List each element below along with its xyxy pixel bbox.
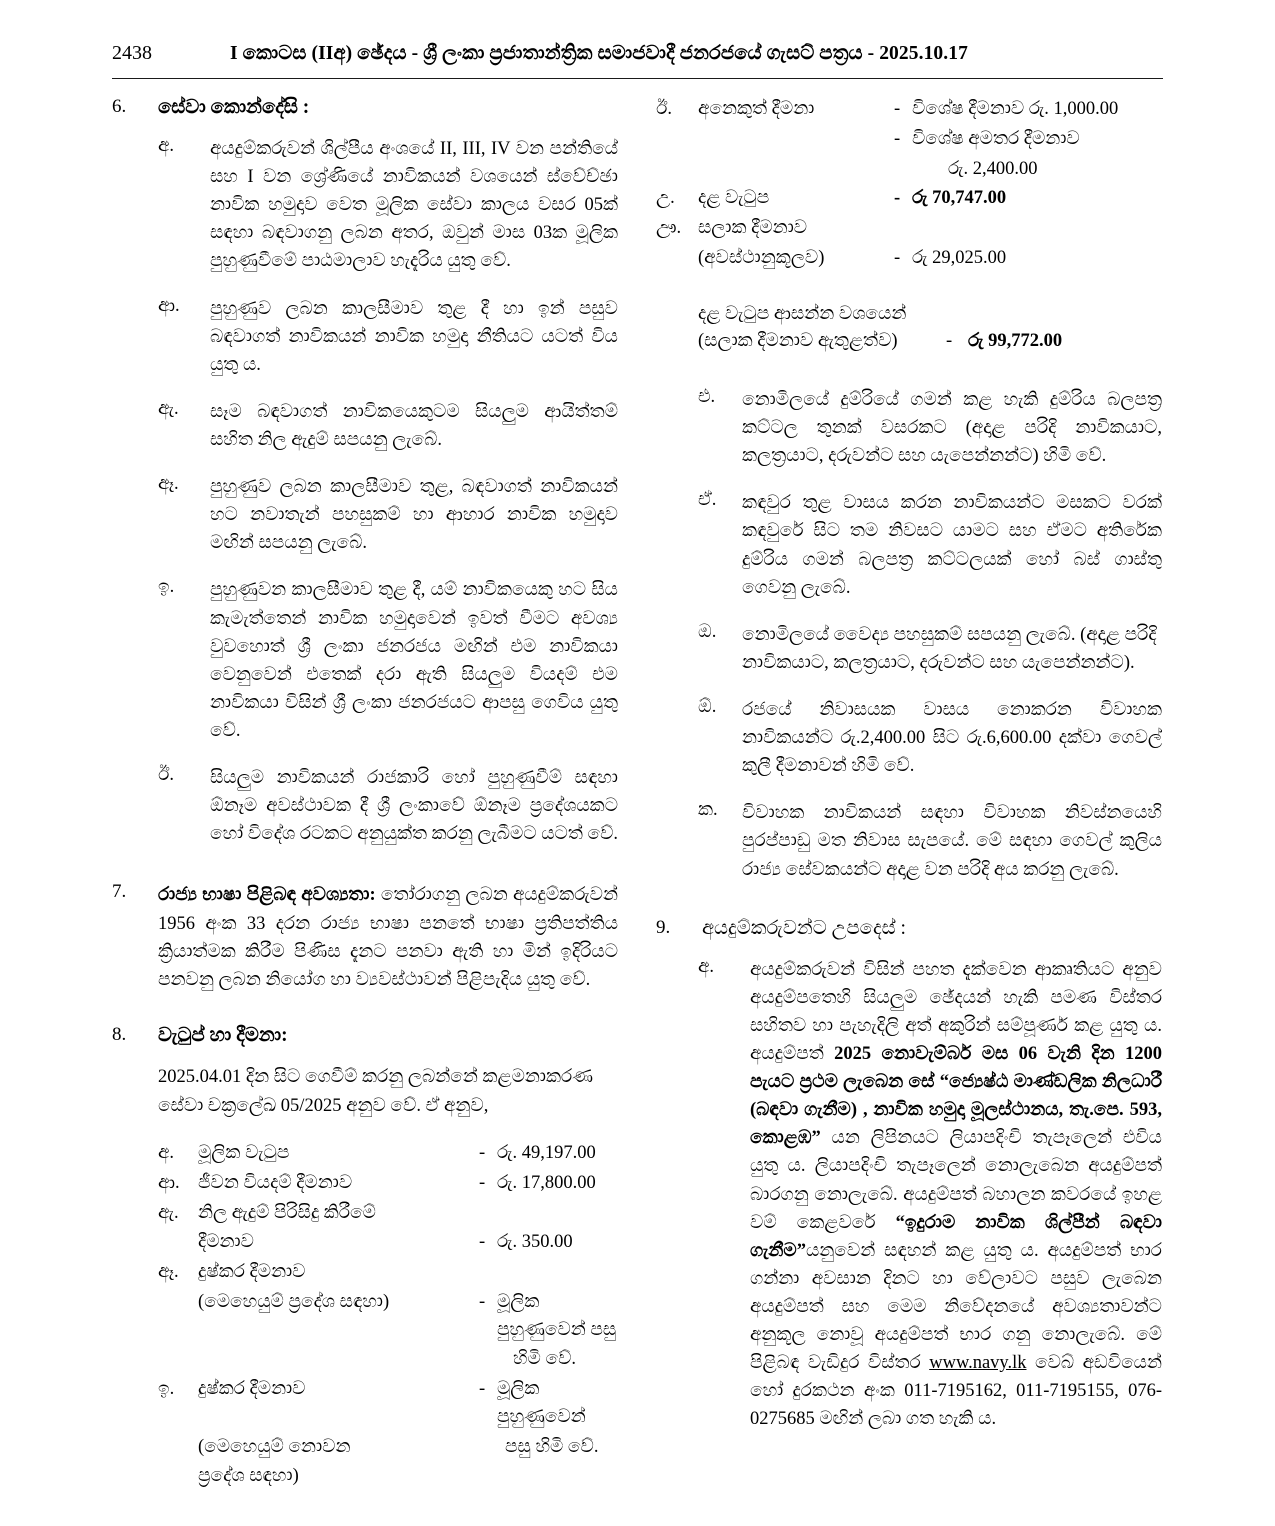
list-item-letter: ඈ. [158, 474, 179, 495]
row-value [497, 1463, 618, 1491]
clause-9-title: අයදුම්කරුවන්ට උපදෙස් : [702, 917, 906, 939]
row-dash [894, 156, 912, 184]
list-item-text: නොමිලයේ වෛද්‍ය පහසුකම් සපයනු ලැබේ. (අදාළ පරිදි නාවිකයාට, කලත්‍රයාට, දරුවන්ට සහ යැපෙන්නන්ට). [742, 624, 1157, 673]
table-row [158, 1140, 618, 1168]
page-header [112, 42, 1162, 72]
list-item [158, 295, 618, 379]
list-item-text: රජයේ නිවාසයක වාසය නොකරන විවාහක නාවිකයන්ට රු.2,400.00 සිට රු.6,600.00 දක්වා ගෙවල් කුලී දීමනාවන් හිමි වේ. [742, 699, 1162, 777]
row-letter [158, 1289, 198, 1345]
row-label: සලාක දීමනාව [698, 218, 808, 238]
row-value: මූලික පුහුණුවෙන් පසු [497, 1291, 617, 1340]
row-label: දීමනාව [198, 1232, 254, 1253]
clause-9-para-4: වෙබ් අඩවියෙන් හෝ දුරකථන අංක 011-7195162, 011-7195155, 076-0275685 මඟින් ලබා ගත හැකි ය. [750, 1353, 1162, 1430]
row-dash: - [479, 1291, 486, 1312]
table-row [158, 1376, 618, 1432]
row-letter: අ. [158, 1143, 175, 1164]
row-letter [158, 1346, 198, 1374]
list-item [698, 489, 1162, 601]
list-item-letter: ඇ. [158, 398, 179, 419]
table-row [656, 185, 1162, 213]
row-dash: - [479, 1143, 486, 1164]
clause-9-item-text [750, 956, 1162, 1434]
gross-salary-line-1: දළ වැටුප ආසන්න වශයෙන් [698, 303, 907, 324]
list-item [158, 135, 618, 276]
clause-9-envelope-bold: “ඉදුරාම නාවික ශිල්පීන් බඳවා ගැනීම” [750, 1212, 1162, 1261]
header-divider [112, 78, 1163, 79]
list-item [158, 576, 618, 745]
table-row [656, 215, 1162, 243]
row-dash: - [479, 1232, 486, 1253]
clause-8-title: වැටුප් හා දීමනා: [158, 1024, 288, 1046]
clause-6-title: සේවා කොන්දේසි : [158, 97, 310, 118]
page-number: 2438 [112, 42, 152, 64]
row-dash: - [894, 188, 901, 209]
row-letter [656, 245, 698, 273]
clause-9-number: 9. [656, 916, 671, 938]
row-letter: ඉ. [158, 1379, 175, 1400]
row-value: රු 29,025.00 [912, 247, 1007, 268]
list-item [158, 398, 618, 454]
row-letter [158, 1434, 198, 1462]
row-letter [656, 126, 698, 154]
table-row [158, 1289, 618, 1345]
row-letter [158, 1463, 198, 1491]
row-letter [656, 156, 698, 184]
list-item [698, 696, 1162, 780]
row-label: ජීවන වියදම් දීමනාව [198, 1172, 353, 1193]
clause-7-text: තෝරාගනු ලබන අයදුම්කරුවන් 1956 අංක 33 දරන රාජ්‍ය භාෂා පනතේ භාෂා ප්‍රතිපත්තිය ක්‍රියාත්මක කිරීම පිණිස දැනට පනවා ඇති හා මින් ඉදිරියට පනවනු ලබන නියෝග හා ව්‍යවස්ථාවන් පිළිපැදිය යුතු වේ. [158, 885, 618, 990]
list-item [698, 956, 1162, 1434]
clause-7-title: රාජ්‍ය භාෂා පිළිබඳ අවශ්‍යතා: [158, 885, 376, 906]
table-row [158, 1229, 618, 1257]
list-item [158, 473, 618, 557]
row-letter: ඊ. [656, 99, 673, 119]
row-letter: ඇ. [158, 1202, 179, 1223]
list-item-letter: අ. [698, 956, 715, 977]
list-item-letter: ඒ. [698, 490, 717, 511]
clause-8-content [112, 1063, 618, 1491]
row-dash [479, 1200, 497, 1228]
gross-salary-line-2 [698, 328, 1162, 356]
row-label: අනෙකුත් දීමනා [698, 99, 815, 119]
row-label: (මෙහෙයුම් නොවන [198, 1436, 351, 1457]
row-dash [479, 1463, 497, 1491]
table-row [158, 1434, 618, 1462]
list-item-letter: ඔ. [698, 621, 717, 642]
gross-salary-value: රු 99,772.00 [968, 331, 1063, 352]
clause-7-number: 7. [112, 881, 127, 903]
salary-table [158, 1140, 618, 1491]
row-value: රු. 17,800.00 [497, 1172, 596, 1193]
clause-6-items [112, 135, 618, 848]
list-item [698, 799, 1162, 883]
row-label: (අවස්ථානුකූලව) [698, 247, 825, 268]
list-item-text: සෑම බඳවාගත් නාවිකයෙකුටම සියලුම ආයිත්තම් සහිත නිල ඇදුම් සපයනු ලැබේ. [210, 401, 618, 450]
row-label [698, 126, 894, 154]
gross-salary-block [656, 301, 1162, 357]
left-column [112, 96, 618, 1493]
row-dash [479, 1434, 497, 1462]
row-label: දුෂ්කර දීමනාව [198, 1262, 306, 1283]
row-label: මූලික වැටුප [198, 1143, 290, 1164]
navy-website-link[interactable]: www.navy.lk [929, 1353, 1027, 1374]
table-row [656, 245, 1162, 273]
list-item-letter: එ. [698, 387, 716, 407]
list-item [698, 386, 1162, 470]
clause-9-address-bold: 2025 නොවැම්බර් මස 06 වැනි දින 1200 පැයට ප්‍රථම ලැබෙන සේ “ජ්‍යෙෂ්ඨ මාණ්ඩලික නිලධාරී (බඳවා ගැනීම) , නාවික හමුදා මූලස්ථානය, තැ.පෙ. 593, කොළඹ” [750, 1043, 1162, 1149]
list-item [158, 764, 618, 848]
list-item-letter: ඉ. [158, 577, 175, 598]
clause-9-para-1: අයදුම්කරුවන් විසින් පහත දැක්වෙන ආකෘතියට අනුව අයදුම්පතෙහි සියලුම ඡේදයන් හැකි පමණ විස්තර සහිතව හා පැහැදිලි අත් අකුරින් සම්පූර්ණ කළ යුතු ය. අයදුම්පත් [750, 959, 1162, 1064]
row-letter [158, 1229, 198, 1257]
table-row [158, 1346, 618, 1374]
gazette-header-title: I කොටස (IIඅ) ඡේදය - ශ්‍රී ලංකා ප්‍රජාතාන්ත්‍රික සමාජවාදී ජනරජයේ ගැසට් පත්‍රය - 2025.10.17 [230, 43, 968, 64]
row-label [698, 156, 894, 184]
row-letter: උ. [656, 188, 675, 209]
row-value [497, 1259, 618, 1287]
clause-9-para-2: යන ලිපිනයට ලියාපදිංචි තැපෑලෙන් එවිය යුතු ය. ලියාපදිංචි තැපෑලෙන් නොලැබෙන අයදුම්පත් බාරගනු නොලැබේ. අයදුම්පත් බහාලන කවරයේ ඉහළ වම් කෙළවරේ [750, 1128, 1162, 1233]
table-row [158, 1463, 618, 1491]
row-letter: ආ. [158, 1172, 180, 1193]
clause-6-number: 6. [112, 96, 127, 117]
list-item-letter: ක. [698, 800, 718, 821]
body-columns [112, 96, 1163, 1493]
clause-9-items [656, 956, 1162, 1434]
row-label: දළ වැටුප [698, 188, 770, 209]
list-item-text: අයදුම්කරුවන් ශිල්පීය අංශයේ II, III, IV වන පන්තියේ සහ I වන ශ්‍රේණියේ නාවිකයන් වශයෙන් ස්වේච්ඡා නාවික හමුදාව වෙත මූලික සේවා කාලය වසර 05ක් සඳහා බඳවාගනු ලබන අතර, ඔවුන් මාස 03ක මූලික පුහුණුවීමේ පාඨමාලාව හැදැරිය යුතු වේ. [210, 139, 618, 272]
right-column [656, 96, 1162, 1493]
row-dash: - [479, 1379, 486, 1400]
row-value: මූලික පුහුණුවෙන් [497, 1379, 586, 1427]
row-dash: - [479, 1172, 486, 1193]
row-label: දුෂ්කර දීමනාව [198, 1379, 306, 1400]
clause-6 [112, 96, 618, 119]
clause-9-para-3: යනුවෙන් සඳහන් කළ යුතු ය. අයදුම්පත් භාර ගන්නා අවසාන දිනට හා වේලාවට පසුව ලැබෙන අයදුම්පත් සහ මෙම නිවේදනයේ අවශ්‍යතාවන්ට අනුකූල නොවූ අයදුම්පත් භාර ගනු නොලැබේ. මේ පිළිබඳ වැඩිදුර විස්තර [750, 1240, 1162, 1374]
row-dash: - [894, 128, 901, 149]
list-item-text: පුහුණුවන කාලසීමාව තුළ දී, යම් නාවිකයෙකු හට සිය කැමැත්තෙන් නාවික හමුදාවෙන් ඉවත් වීමට අවශ්‍ය වුවහොත් ශ්‍රී ලංකා ජනරජය මඟින් එම නාවිකයා වෙනුවෙන් එතෙක් දරා ඇති සියලුම වියදම් එම නාවිකයා විසින් ශ්‍රී ලංකා ජනරජයට ආපසු ගෙවිය යුතු වේ. [210, 580, 618, 741]
row-value: විශේෂ දීමනාව රු. 1,000.00 [912, 99, 1119, 119]
table-row [158, 1170, 618, 1198]
row-value [497, 1200, 618, 1228]
list-item-letter: ආ. [158, 295, 180, 316]
gross-salary-label: (සලාක දීමනාව ඇතුළත්ව) [698, 331, 898, 352]
row-value: රු. 2,400.00 [948, 158, 1038, 179]
list-item-text: පුහුණුව ලබන කාලසීමාව තුළ දී හා ඉන් පසුව බඳවාගත් නාවිකයන් නාවික හමුදා නීතියට යටත් විය යුතු ය. [210, 298, 618, 375]
clause-7-body [158, 881, 618, 993]
list-item-text: සියලුම නාවිකයන් රාජකාරි හෝ පුහුණුවීම් සඳහා ඕනෑම අවස්ථාවක දී ශ්‍රී ලංකාවේ ඕනෑම ප්‍රදේශයකට හෝ විදේශ රටකට අනුයුක්ත කරනු ලැබීමට යටත් වේ. [210, 768, 619, 845]
row-label: නිල ඇදුම් පිරිසිදු කිරීමේ [198, 1202, 376, 1223]
row-value: පසු හිමි වේ. [505, 1436, 599, 1457]
table-row [158, 1259, 618, 1287]
clause-8-intro: 2025.04.01 දින සිට ගෙවීම් කරනු ලබන්නේ කළමනාකරණ සේවා චක්‍රලේඛ 05/2025 අනුව වේ. ඒ අනුව, [158, 1066, 593, 1116]
clause-8-number: 8. [112, 1023, 127, 1045]
list-item [698, 621, 1162, 677]
row-value: රු 70,747.00 [912, 188, 1007, 209]
list-item-text: නොමිලයේ දුම්රියේ ගමන් කළ හැකි දුම්රිය බලපත්‍ර කට්ටල තුනක් වසරකට (අදාළ පරිදි නාවිකයාට, කලත්‍රයාට, දරුවන්ට සහ යැපෙන්නන්ට) හිමි වේ. [742, 390, 1162, 467]
row-value: රු. 350.00 [497, 1232, 573, 1253]
clause-9 [656, 917, 1162, 940]
row-letter: ඌ. [656, 218, 682, 238]
row-dash: - [894, 99, 901, 119]
list-item-letter: අ. [158, 136, 175, 156]
row-value: විශේෂ අමතර දීමනාව [912, 128, 1080, 149]
row-label: ප්‍රදේශ සඳහා) [198, 1466, 299, 1487]
row-label: (මෙහෙයුම් ප්‍රදේශ සඳහා) [198, 1291, 390, 1312]
allowances-table [656, 96, 1162, 273]
table-row [656, 96, 1162, 124]
list-item-letter: ඊ. [158, 765, 175, 786]
list-item-letter: ඕ. [698, 696, 717, 717]
table-row [656, 156, 1162, 184]
list-item-text: කඳවුර තුළ වාසය කරන නාවිකයන්ට මසකට වරක් කඳවුරේ සිට තම නිවසට යාමට සහ ඒමට අතිරේක දුම්රිය ගමන් බලපත්‍ර කට්ටලයක් හෝ බස් ගාස්තු ගෙවනු ලැබේ. [742, 493, 1162, 598]
table-row [656, 126, 1162, 154]
benefit-items [656, 386, 1162, 884]
row-dash [894, 215, 912, 243]
clause-8 [112, 1024, 618, 1047]
table-row [158, 1200, 618, 1228]
row-value: හිමි වේ. [512, 1349, 576, 1370]
row-dash [479, 1259, 497, 1287]
list-item-text: පුහුණුව ලබන කාලසීමාව තුළ, බඳවාගත් නාවිකයන් හට නවාතැන් පහසුකම් හා ආහාර නාවික හමුදාව මඟින් සපයනු ලැබේ. [210, 477, 618, 554]
row-dash: - [894, 247, 901, 268]
row-label [198, 1346, 479, 1374]
row-letter: ඈ. [158, 1262, 179, 1283]
gross-salary-dash: - [946, 331, 953, 352]
list-item-text: විවාහක නාවිකයන් සඳහා විවාහක නිවස්නයෙහි පුරප්පාඩු මත නිවාස සැපයේ. මේ සඳහා ගෙවල් කුලිය රාජ්‍ය සේවකයන්ට අදාළ වන පරිදි අය කරනු ලැබේ. [742, 803, 1162, 880]
row-value: රු. 49,197.00 [497, 1143, 596, 1164]
clause-7 [112, 881, 618, 993]
row-value [912, 215, 1162, 243]
